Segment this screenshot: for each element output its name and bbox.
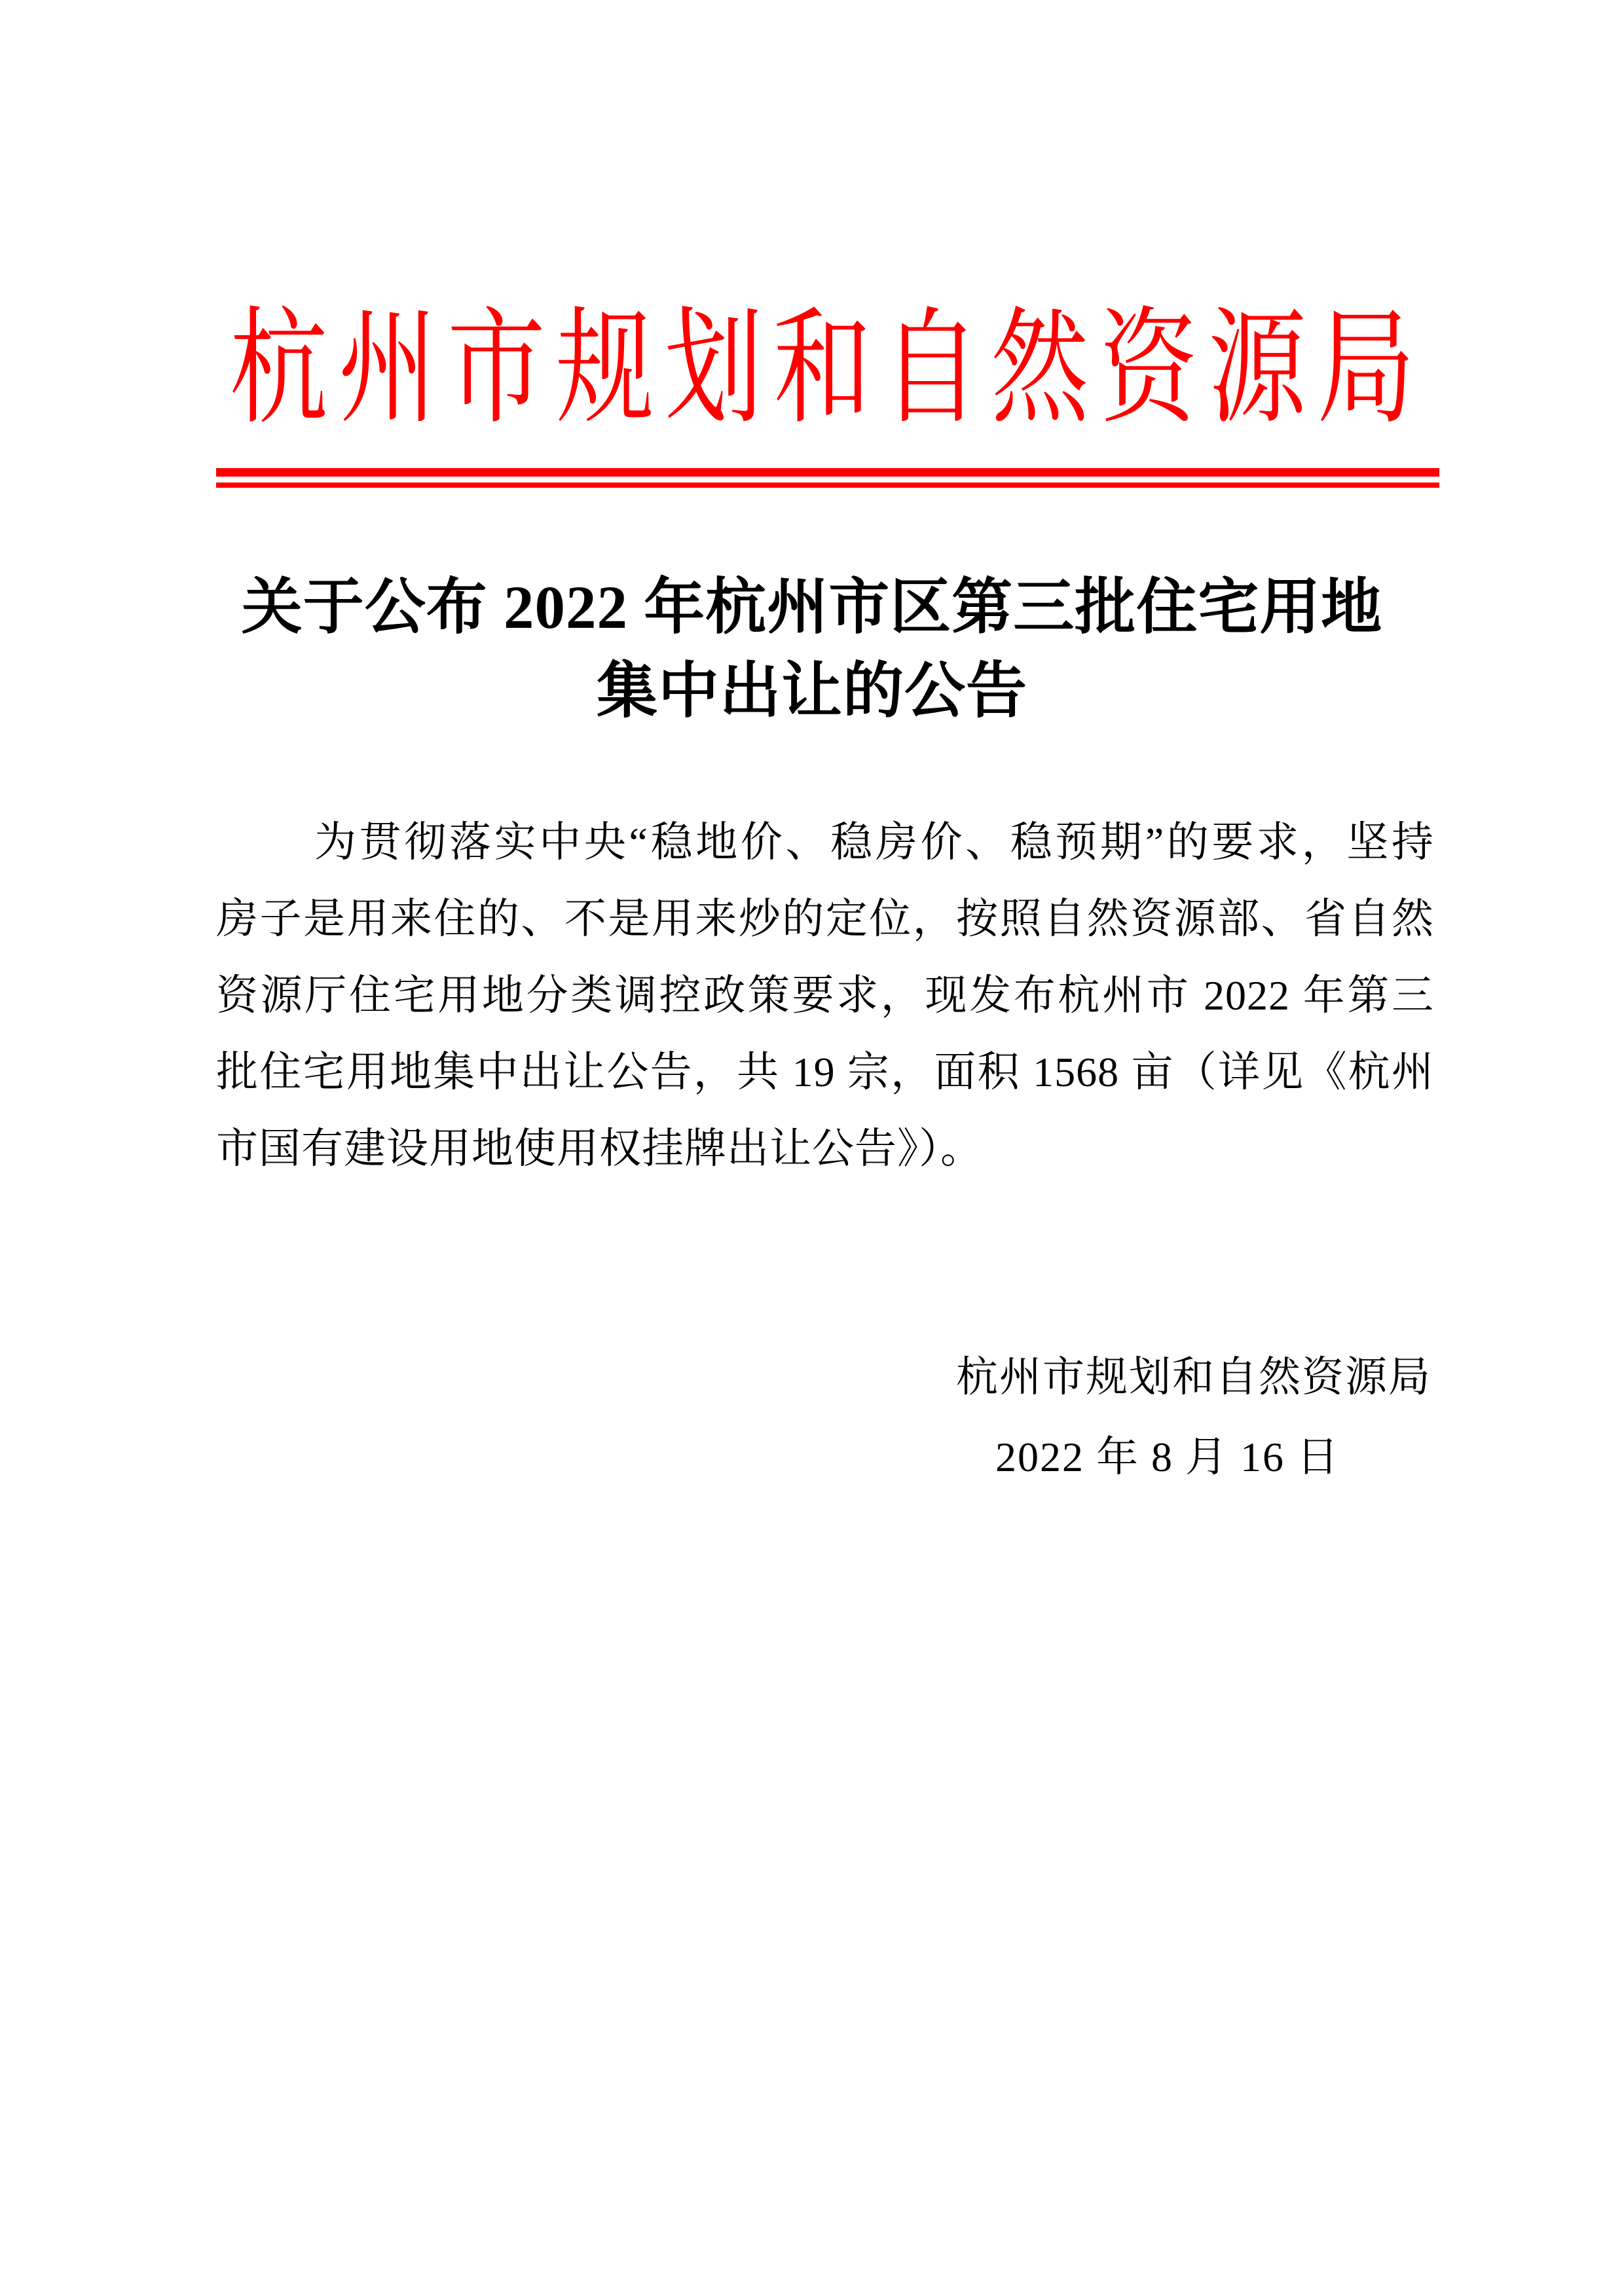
- document-title-line-1: 关于公布 2022 年杭州市区第三批住宅用地: [241, 574, 1383, 642]
- letterhead-org-name: 杭州市规划和自然资源局: [229, 300, 1426, 439]
- body-line-4: 批住宅用地集中出让公告，共 19 宗，面积 1568 亩（详见《杭州: [216, 1049, 1434, 1095]
- signature-block: [956, 1338, 1431, 1497]
- body-line-3: 资源厅住宅用地分类调控政策要求，现发布杭州市 2022 年第三: [216, 972, 1434, 1019]
- letterhead-rule-thick: [216, 468, 1439, 477]
- signature-date: 2022 年 8 月 16 日: [995, 1434, 1340, 1480]
- document-title-line-2: 集中出让的公告: [597, 658, 1027, 725]
- document-title: [0, 566, 1624, 734]
- letterhead-rule-thin: [216, 483, 1439, 488]
- body-paragraph: [216, 804, 1434, 1187]
- body-line-1: 为贯彻落实中央“稳地价、稳房价、稳预期”的要求，坚持: [314, 819, 1434, 866]
- body-line-5: 市国有建设用地使用权挂牌出让公告》）。: [216, 1125, 983, 1172]
- signature-org-name: 杭州市规划和自然资源局: [956, 1354, 1431, 1400]
- body-line-2: 房子是用来住的、不是用来炒的定位，按照自然资源部、省自然: [216, 896, 1434, 942]
